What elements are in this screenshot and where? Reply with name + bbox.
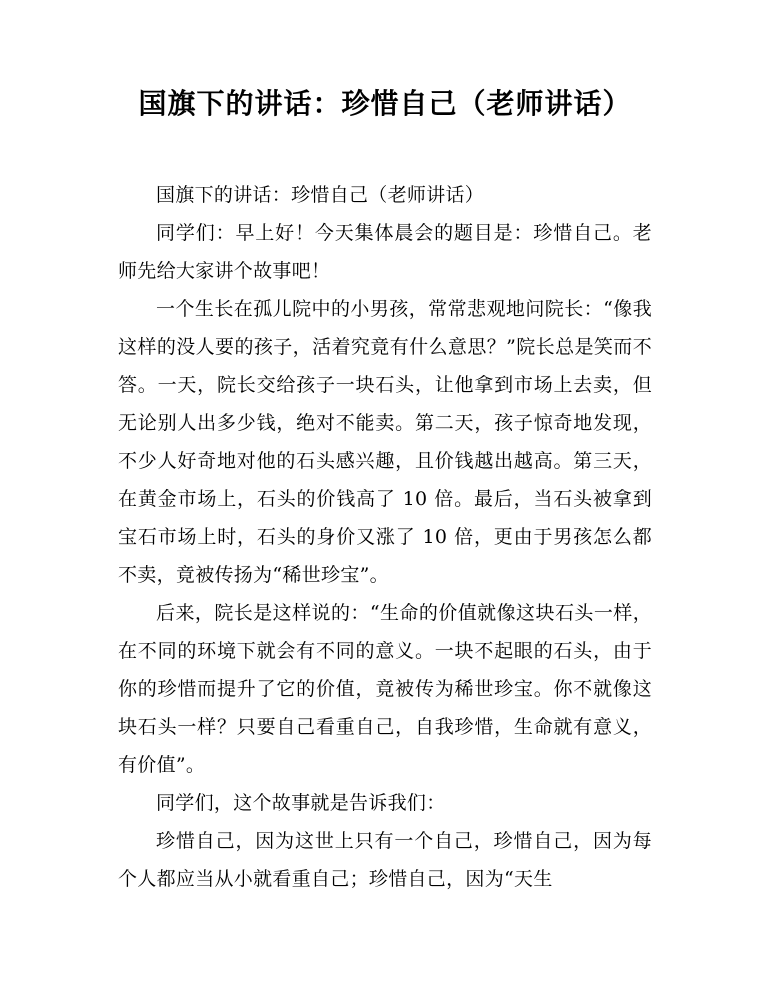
paragraph-director-words: 后来，院长是这样说的：“生命的价值就像这块石头一样，在不同的环境下就会有不同的意义。一块不起眼的石头，由于你的珍惜而提升了它的价值，竟被传为稀世珍宝。你不就像这块石头一样？只要自己看重自己，自我珍惜，生命就有意义，有价值”。 (118, 602, 652, 776)
document-body (118, 176, 652, 898)
document-title: 国旗下的讲话：珍惜自己（老师讲话） (138, 87, 632, 120)
paragraph-cherish-self: 珍惜自己，因为这世上只有一个自己，珍惜自己，因为每个人都应当从小就看重自己；珍惜自己，因为“天生 (118, 830, 652, 890)
paragraph-lesson-intro: 同学们，这个故事就是告诉我们： (156, 792, 446, 814)
paragraph-story: 一个生长在孤儿院中的小男孩，常常悲观地问院长：“像我这样的没人要的孩子，活着究竟有什么意思？”院长总是笑而不答。一天，院长交给孩子一块石头，让他拿到市场上去卖，但无论别人出多少钱，绝对不能卖。第二天，孩子惊奇地发现，不少人好奇地对他的石头感兴趣，且价钱越出越高。第三天，在黄金市场上，石头的价钱高了 10 倍。最后，当石头被拿到宝石市场上时，石头的身价又涨了 10 倍，更由于男孩怎么都不卖，竟被传扬为“稀世珍宝”。 (118, 298, 652, 586)
paragraph-greeting: 同学们：早上好！今天集体晨会的题目是：珍惜自己。老师先给大家讲个故事吧！ (118, 222, 652, 282)
paragraph-subtitle: 国旗下的讲话：珍惜自己（老师讲话） (156, 184, 485, 206)
